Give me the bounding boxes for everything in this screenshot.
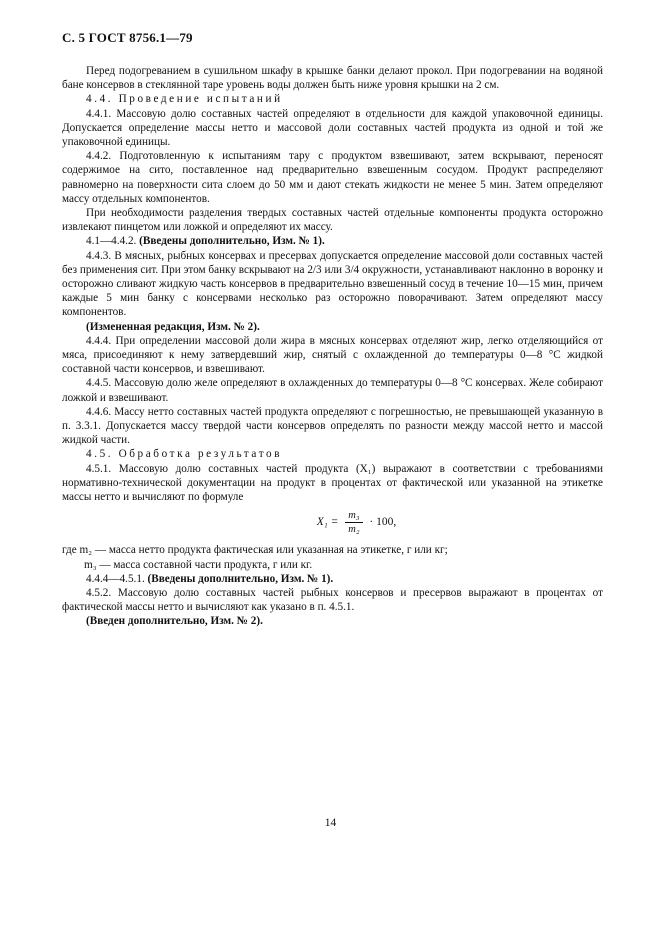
formula-denominator: m₂: [348, 524, 360, 536]
paragraph-4-4-4: 4.4.4. При определении массовой доли жира в мясных консервах отделяют жир, легко отделяющийся от мяса, присоединяют к нему затвердевший жир, снятый с охлажденной до температуры 0—8 °С жидкой составной части консервов, и взвешивают.: [62, 334, 603, 376]
paragraph-4-4-6: 4.4.6. Массу нетто составных частей продукта определяют с погрешностью, не превышающей указанную в п. 3.3.1. Допускается массу твердой части консервов определять по разности между массой нетто и массой жидкой части.: [62, 405, 603, 447]
paragraph-4-5-2: 4.5.2. Массовую долю составных частей рыбных консервов и пресервов выражают в процентах от фактической массы нетто и вычисляют как указано в п. 4.5.1.: [62, 586, 603, 614]
section-heading-4-4: 4.4. Проведение испытаний: [86, 93, 283, 106]
amendment-note-3-text: (Введены дополнительно, Изм. № 1).: [147, 572, 334, 585]
paragraph-4-4-3: 4.4.3. В мясных, рыбных консервах и пресервах допускается определение массовой доли составных частей без применения сит. При этом банку вскрывают на 2/3 или 3/4 окружности, устанавливают наклонно в воронку и осторожно сливают жидкую часть консервов в предварительно взвешенный сосуд в течение 10—15 мин, причем каждые 5 мин банку с консервами несколько раз осторожно поворачивают. Затем определяют массу компонентов.: [62, 249, 603, 319]
paragraph-4-4-2-continued: При необходимости разделения твердых составных частей отдельные компоненты продукта осторожно извлекают пинцетом или ложкой и определяют их массу.: [62, 207, 603, 234]
formula-lhs: X₁ =: [316, 516, 339, 529]
formula-rhs: · 100,: [369, 516, 397, 529]
amendment-note-1-text: (Введены дополнительно, Изм. № 1).: [139, 235, 325, 248]
formula-legend-m3: m₃ — масса составной части продукта, г или кг.: [84, 558, 313, 571]
section-heading-4-5: 4.5. Обработка результатов: [86, 448, 283, 461]
formula: [86, 510, 627, 535]
formula-legend-m2: где m₂ — масса нетто продукта фактическая или указанная на этикетке, г или кг;: [62, 544, 448, 557]
amendment-note-1-range: 4.1—4.4.2.: [86, 235, 137, 248]
formula-numerator: m₃: [345, 510, 362, 523]
paragraph-4-4-5: 4.4.5. Массовую долю желе определяют в охлажденных до температуры 0—8 °С консервах. Желе собирают ложкой и взвешивают.: [62, 377, 603, 404]
amendment-note-4: (Введен дополнительно, Изм. № 2).: [86, 615, 263, 628]
amendment-note-1: [62, 234, 603, 248]
paragraph-4-4-1: 4.4.1. Массовую долю составных частей определяют в отдельности для каждой упаковочной единицы. Допускается определение массы нетто и массовой доли составных частей продукта из одной и той же упаковочной единицы.: [62, 107, 603, 149]
amendment-note-3: [62, 572, 603, 586]
amendment-note-3-range: 4.4.4—4.5.1.: [86, 572, 145, 585]
paragraph-4-5-1: 4.5.1. Массовую долю составных частей продукта (X₁) выражают в соответствии с требованиями нормативно-технической документации на продукт в процентах от фактической или указанной на этикетке массы нетто и вычисляют по формуле: [62, 462, 603, 504]
paragraph-preheating: Перед подогреванием в сушильном шкафу в крышке банки делают прокол. При подогревании на водяной бане консервов в стеклянной таре уровень воды должен быть ниже уровня крышки на 2 см.: [62, 65, 603, 92]
formula-fraction: [345, 510, 362, 535]
paragraph-4-4-2: 4.4.2. Подготовленную к испытаниям тару с продуктом взвешивают, затем вскрывают, переносят содержимое на сито, поставленное над предварительно взвешенным сосудом. Продукт распределяют равномерно на поверхности сита слоем до 50 мм и дают стекать жидкости не менее 5 мин. Затем определяют массу отдельных компонентов.: [62, 150, 603, 205]
page-header: С. 5 ГОСТ 8756.1—79: [62, 30, 193, 45]
document-page: [62, 30, 603, 629]
page-number: 14: [324, 817, 337, 829]
amendment-note-2: (Измененная редакция, Изм. № 2).: [86, 320, 260, 333]
